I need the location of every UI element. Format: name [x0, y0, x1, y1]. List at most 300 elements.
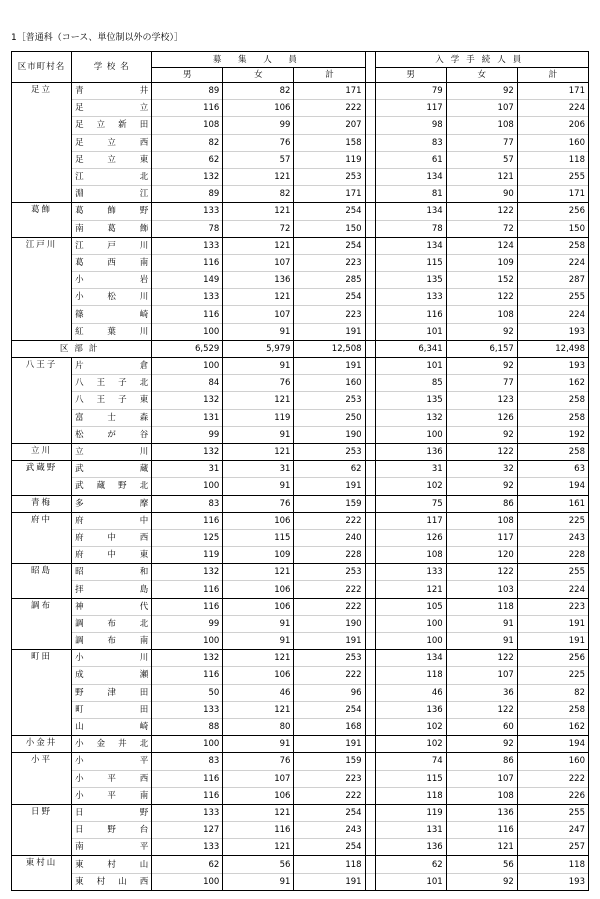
district-cell: 小平 [12, 753, 72, 805]
recruit-total-cell: 119 [294, 151, 365, 168]
district-group [12, 495, 589, 512]
district-cell: 武蔵野 [12, 461, 72, 495]
school-name-cell: 府中西 [72, 529, 152, 546]
gap-cell [365, 753, 375, 770]
school-name-cell: 江戸川 [72, 237, 152, 254]
gap-cell [365, 375, 375, 392]
school-name-cell: 立川 [72, 443, 152, 460]
gap-cell [365, 839, 375, 856]
gap-cell [365, 134, 375, 151]
recruit-male-cell: 127 [152, 822, 223, 839]
enroll-male-cell: 98 [375, 117, 446, 134]
gap-header [365, 52, 375, 83]
subtotal-label: 区部計 [12, 340, 152, 357]
recruit-female-cell: 121 [223, 804, 294, 821]
enroll-male-cell: 121 [375, 581, 446, 598]
table-row [12, 512, 589, 529]
district-cell: 立川 [12, 443, 72, 460]
school-name-cell: 多摩 [72, 495, 152, 512]
school-name-cell: 成瀬 [72, 667, 152, 684]
enroll-total-cell: 191 [517, 633, 588, 650]
enroll-male-cell: 79 [375, 83, 446, 100]
recruit-male-cell: 99 [152, 426, 223, 443]
enroll-female-cell: 36 [446, 684, 517, 701]
enroll-female-cell: 57 [446, 151, 517, 168]
recruit-male-cell: 100 [152, 736, 223, 753]
table-row [12, 254, 589, 271]
table-row [12, 323, 589, 340]
enroll-male-cell: 117 [375, 100, 446, 117]
recruit-total-cell: 222 [294, 598, 365, 615]
enroll-total-cell: 225 [517, 512, 588, 529]
enroll-female-cell: 122 [446, 650, 517, 667]
school-name-cell: 東村山 [72, 856, 152, 873]
recruit-female-cell: 91 [223, 426, 294, 443]
recruit-male-cell: 50 [152, 684, 223, 701]
gap-cell [365, 736, 375, 753]
recruit-male-cell: 31 [152, 461, 223, 478]
recruit-male-cell: 133 [152, 839, 223, 856]
gap-cell [365, 512, 375, 529]
enroll-female-cell: 92 [446, 358, 517, 375]
recruit-total-cell: 223 [294, 254, 365, 271]
district-group [12, 650, 589, 736]
table-row [12, 684, 589, 701]
enroll-total-cell: 161 [517, 495, 588, 512]
enroll-male-cell: 74 [375, 753, 446, 770]
school-name-cell: 拝島 [72, 581, 152, 598]
school-name-cell: 篠崎 [72, 306, 152, 323]
recruit-female-cell: 121 [223, 564, 294, 581]
recruit-female-cell: 46 [223, 684, 294, 701]
recruit-total-cell: 254 [294, 237, 365, 254]
recruit-male-cell: 83 [152, 495, 223, 512]
enroll-male-cell: 78 [375, 220, 446, 237]
recruit-female-cell: 107 [223, 306, 294, 323]
gap-cell [365, 83, 375, 100]
recruit-female-cell: 121 [223, 701, 294, 718]
table-row [12, 306, 589, 323]
table-row [12, 615, 589, 632]
recruit-male-header: 男 [152, 68, 223, 83]
school-name-cell: 八王子北 [72, 375, 152, 392]
school-name-cell: 調布北 [72, 615, 152, 632]
enroll-male-cell: 133 [375, 564, 446, 581]
gap-cell [365, 254, 375, 271]
district-cell: 八王子 [12, 358, 72, 444]
recruit-total-cell: 190 [294, 615, 365, 632]
recruit-total-cell: 171 [294, 186, 365, 203]
recruit-total-cell: 207 [294, 117, 365, 134]
recruit-male-cell: 89 [152, 186, 223, 203]
enroll-total-cell: 193 [517, 873, 588, 890]
recruit-female-cell: 121 [223, 392, 294, 409]
enroll-total-cell: 224 [517, 254, 588, 271]
enrollment-table [11, 51, 589, 891]
recruit-female-cell: 121 [223, 203, 294, 220]
enroll-male-cell: 62 [375, 856, 446, 873]
table-row [12, 220, 589, 237]
table-row [12, 787, 589, 804]
district-group [12, 512, 589, 564]
recruit-total-cell: 254 [294, 203, 365, 220]
enroll-female-cell: 92 [446, 426, 517, 443]
table-row [12, 426, 589, 443]
recruit-female-cell: 106 [223, 100, 294, 117]
enroll-male-cell: 119 [375, 804, 446, 821]
recruit-male-cell: 62 [152, 151, 223, 168]
enroll-total-cell: 171 [517, 83, 588, 100]
enroll-male-cell: 134 [375, 168, 446, 185]
recruit-female-cell: 115 [223, 529, 294, 546]
recruit-total-cell: 223 [294, 306, 365, 323]
enroll-female-cell: 118 [446, 598, 517, 615]
table-row [12, 839, 589, 856]
gap-cell [365, 220, 375, 237]
enroll-male-cell: 133 [375, 289, 446, 306]
enroll-total-cell: 224 [517, 306, 588, 323]
enroll-total-cell: 257 [517, 839, 588, 856]
enroll-total-cell: 225 [517, 667, 588, 684]
recruit-male-cell: 100 [152, 323, 223, 340]
enroll-male-cell: 81 [375, 186, 446, 203]
enroll-female-cell: 107 [446, 100, 517, 117]
district-cell: 府中 [12, 512, 72, 564]
table-row [12, 100, 589, 117]
enroll-female-cell: 108 [446, 306, 517, 323]
district-cell: 東村山 [12, 856, 72, 890]
recruit-female-cell: 107 [223, 770, 294, 787]
recruit-female-cell: 91 [223, 873, 294, 890]
table-row [12, 770, 589, 787]
table-row [12, 151, 589, 168]
enroll-female-cell: 103 [446, 581, 517, 598]
table-row [12, 633, 589, 650]
enroll-male-cell: 101 [375, 323, 446, 340]
school-name-cell: 調布南 [72, 633, 152, 650]
enroll-male-cell: 102 [375, 478, 446, 495]
recruit-total-cell: 253 [294, 392, 365, 409]
table-row [12, 856, 589, 873]
district-group [12, 804, 589, 856]
enroll-female-cell: 117 [446, 529, 517, 546]
enroll-male-cell: 31 [375, 461, 446, 478]
enroll-male-cell: 46 [375, 684, 446, 701]
recruit-male-cell: 132 [152, 168, 223, 185]
recruit-female-cell: 91 [223, 633, 294, 650]
district-cell: 調布 [12, 598, 72, 650]
recruit-male-cell: 132 [152, 564, 223, 581]
recruit-total-cell: 253 [294, 443, 365, 460]
subtotal-recruit-male: 6,529 [152, 340, 223, 357]
school-name-cell: 小岩 [72, 272, 152, 289]
recruit-male-cell: 89 [152, 83, 223, 100]
table-row [12, 409, 589, 426]
recruit-female-cell: 82 [223, 83, 294, 100]
page-title: 1［普通科（コース、単位制以外の学校）］ [11, 33, 184, 43]
enroll-total-cell: 82 [517, 684, 588, 701]
recruit-total-cell: 222 [294, 581, 365, 598]
recruit-total-cell: 191 [294, 358, 365, 375]
enroll-female-cell: 122 [446, 701, 517, 718]
enroll-male-cell: 136 [375, 701, 446, 718]
school-name-cell: 府中 [72, 512, 152, 529]
enroll-female-cell: 107 [446, 770, 517, 787]
enroll-total-cell: 192 [517, 426, 588, 443]
recruit-total-cell: 222 [294, 787, 365, 804]
recruit-female-cell: 76 [223, 495, 294, 512]
enroll-total-cell: 171 [517, 186, 588, 203]
enroll-total-cell: 206 [517, 117, 588, 134]
enroll-female-cell: 90 [446, 186, 517, 203]
recruit-female-cell: 109 [223, 547, 294, 564]
table-row [12, 289, 589, 306]
gap-cell [365, 495, 375, 512]
gap-cell [365, 650, 375, 667]
enroll-female-cell: 124 [446, 237, 517, 254]
enroll-female-cell: 108 [446, 512, 517, 529]
school-name-cell: 富士森 [72, 409, 152, 426]
school-name-cell: 神代 [72, 598, 152, 615]
table-row [12, 186, 589, 203]
recruit-female-cell: 119 [223, 409, 294, 426]
gap-cell [365, 529, 375, 546]
enroll-total-cell: 160 [517, 134, 588, 151]
recruit-female-cell: 91 [223, 323, 294, 340]
recruit-male-cell: 116 [152, 306, 223, 323]
recruit-total-cell: 254 [294, 839, 365, 856]
enroll-female-cell: 107 [446, 667, 517, 684]
enroll-male-cell: 135 [375, 392, 446, 409]
gap-cell [365, 633, 375, 650]
enroll-female-cell: 122 [446, 443, 517, 460]
school-name-cell: 野津田 [72, 684, 152, 701]
school-name-cell: 山崎 [72, 718, 152, 735]
gap-cell [365, 873, 375, 890]
enroll-total-cell: 193 [517, 323, 588, 340]
enroll-total-cell: 162 [517, 375, 588, 392]
recruit-male-cell: 100 [152, 358, 223, 375]
enroll-male-cell: 101 [375, 358, 446, 375]
school-name-cell: 日野台 [72, 822, 152, 839]
enroll-male-cell: 115 [375, 770, 446, 787]
enroll-female-cell: 92 [446, 323, 517, 340]
recruit-female-header: 女 [223, 68, 294, 83]
enroll-male-cell: 115 [375, 254, 446, 271]
enroll-male-cell: 131 [375, 822, 446, 839]
subtotal-recruit-female: 5,979 [223, 340, 294, 357]
enroll-male-cell: 85 [375, 375, 446, 392]
enroll-male-cell: 100 [375, 615, 446, 632]
table-row [12, 134, 589, 151]
school-name-cell: 足立東 [72, 151, 152, 168]
recruit-female-cell: 91 [223, 478, 294, 495]
enroll-female-cell: 122 [446, 564, 517, 581]
enroll-male-cell: 134 [375, 203, 446, 220]
school-name-cell: 南平 [72, 839, 152, 856]
enroll-female-cell: 123 [446, 392, 517, 409]
enroll-total-cell: 256 [517, 650, 588, 667]
subtotal-section [12, 340, 589, 357]
school-name-cell: 小松川 [72, 289, 152, 306]
recruit-male-cell: 108 [152, 117, 223, 134]
school-name-cell: 小平南 [72, 787, 152, 804]
recruit-total-cell: 253 [294, 650, 365, 667]
recruit-male-cell: 125 [152, 529, 223, 546]
gap-cell [365, 237, 375, 254]
school-name-cell: 府中東 [72, 547, 152, 564]
enroll-male-cell: 61 [375, 151, 446, 168]
enroll-total-cell: 224 [517, 581, 588, 598]
school-name-cell: 東村山西 [72, 873, 152, 890]
gap-cell [365, 718, 375, 735]
school-name-cell: 淵江 [72, 186, 152, 203]
school-name-cell: 片倉 [72, 358, 152, 375]
enroll-group-header: 入学手続人員 [375, 52, 588, 68]
school-name-cell: 町田 [72, 701, 152, 718]
recruit-male-cell: 78 [152, 220, 223, 237]
enroll-female-cell: 91 [446, 615, 517, 632]
recruit-total-cell: 228 [294, 547, 365, 564]
gap-cell [365, 564, 375, 581]
recruit-female-cell: 106 [223, 581, 294, 598]
recruit-male-cell: 149 [152, 272, 223, 289]
recruit-female-cell: 76 [223, 134, 294, 151]
enroll-female-cell: 92 [446, 873, 517, 890]
enroll-total-cell: 160 [517, 753, 588, 770]
enroll-female-cell: 77 [446, 134, 517, 151]
school-name-cell: 紅葉川 [72, 323, 152, 340]
enroll-female-cell: 92 [446, 736, 517, 753]
enroll-female-cell: 77 [446, 375, 517, 392]
recruit-female-cell: 106 [223, 512, 294, 529]
recruit-male-cell: 133 [152, 237, 223, 254]
enroll-male-cell: 136 [375, 443, 446, 460]
district-group [12, 358, 589, 444]
district-group [12, 203, 589, 237]
table-row [12, 168, 589, 185]
recruit-total-cell: 160 [294, 375, 365, 392]
gap-cell [365, 856, 375, 873]
recruit-female-cell: 106 [223, 787, 294, 804]
recruit-total-cell: 191 [294, 478, 365, 495]
table-header [12, 52, 589, 83]
enroll-male-cell: 100 [375, 633, 446, 650]
table-row [12, 443, 589, 460]
recruit-male-cell: 116 [152, 581, 223, 598]
recruit-male-cell: 132 [152, 392, 223, 409]
gap-cell [365, 598, 375, 615]
recruit-male-cell: 88 [152, 718, 223, 735]
recruit-total-cell: 191 [294, 323, 365, 340]
enroll-male-cell: 100 [375, 426, 446, 443]
enroll-total-cell: 255 [517, 804, 588, 821]
recruit-female-cell: 91 [223, 736, 294, 753]
table-row [12, 667, 589, 684]
enroll-female-cell: 72 [446, 220, 517, 237]
table-row [12, 547, 589, 564]
recruit-male-cell: 133 [152, 203, 223, 220]
school-name-cell: 小平西 [72, 770, 152, 787]
recruit-total-cell: 254 [294, 804, 365, 821]
enroll-total-cell: 258 [517, 237, 588, 254]
enroll-total-cell: 258 [517, 392, 588, 409]
gap-cell [365, 358, 375, 375]
enroll-total-cell: 258 [517, 701, 588, 718]
recruit-female-cell: 121 [223, 237, 294, 254]
school-name-cell: 昭和 [72, 564, 152, 581]
table-row [12, 495, 589, 512]
gap-cell [365, 822, 375, 839]
enroll-total-cell: 222 [517, 770, 588, 787]
enroll-total-cell: 194 [517, 736, 588, 753]
subtotal-enroll-female: 6,157 [446, 340, 517, 357]
school-name-cell: 武蔵野北 [72, 478, 152, 495]
recruit-total-cell: 254 [294, 701, 365, 718]
district-column-header: 区市町村名 [12, 52, 72, 83]
enroll-total-cell: 223 [517, 598, 588, 615]
district-group [12, 461, 589, 495]
enroll-total-cell: 255 [517, 168, 588, 185]
enroll-total-cell: 118 [517, 856, 588, 873]
district-cell: 葛飾 [12, 203, 72, 237]
recruit-total-cell: 118 [294, 856, 365, 873]
recruit-female-cell: 121 [223, 443, 294, 460]
enroll-male-cell: 102 [375, 718, 446, 735]
school-name-cell: 葛西南 [72, 254, 152, 271]
recruit-female-cell: 99 [223, 117, 294, 134]
recruit-male-cell: 84 [152, 375, 223, 392]
recruit-male-cell: 116 [152, 598, 223, 615]
enroll-male-cell: 118 [375, 667, 446, 684]
recruit-total-cell: 253 [294, 168, 365, 185]
recruit-total-cell: 254 [294, 289, 365, 306]
recruit-female-cell: 116 [223, 822, 294, 839]
district-cell: 日野 [12, 804, 72, 856]
enroll-female-cell: 122 [446, 289, 517, 306]
enroll-female-cell: 86 [446, 495, 517, 512]
enroll-male-cell: 118 [375, 787, 446, 804]
recruit-total-cell: 159 [294, 753, 365, 770]
table-row [12, 718, 589, 735]
enroll-male-cell: 117 [375, 512, 446, 529]
recruit-total-cell: 150 [294, 220, 365, 237]
recruit-total-cell: 243 [294, 822, 365, 839]
district-group [12, 83, 589, 203]
gap-cell [365, 770, 375, 787]
enroll-total-cell: 162 [517, 718, 588, 735]
recruit-group-header: 募 集 人 員 [152, 52, 365, 68]
school-column-header: 学 校 名 [72, 52, 152, 83]
gap-cell [365, 443, 375, 460]
enroll-female-cell: 108 [446, 787, 517, 804]
gap-cell [365, 117, 375, 134]
district-cell: 昭島 [12, 564, 72, 598]
gap-cell [365, 426, 375, 443]
recruit-total-cell: 191 [294, 736, 365, 753]
recruit-total-cell: 250 [294, 409, 365, 426]
table-row [12, 237, 589, 254]
enroll-female-cell: 92 [446, 83, 517, 100]
enroll-female-cell: 91 [446, 633, 517, 650]
enroll-male-cell: 135 [375, 272, 446, 289]
table-row [12, 117, 589, 134]
enroll-female-cell: 108 [446, 117, 517, 134]
enroll-total-cell: 258 [517, 443, 588, 460]
gap-cell [365, 667, 375, 684]
enroll-female-cell: 109 [446, 254, 517, 271]
district-cell: 青梅 [12, 495, 72, 512]
